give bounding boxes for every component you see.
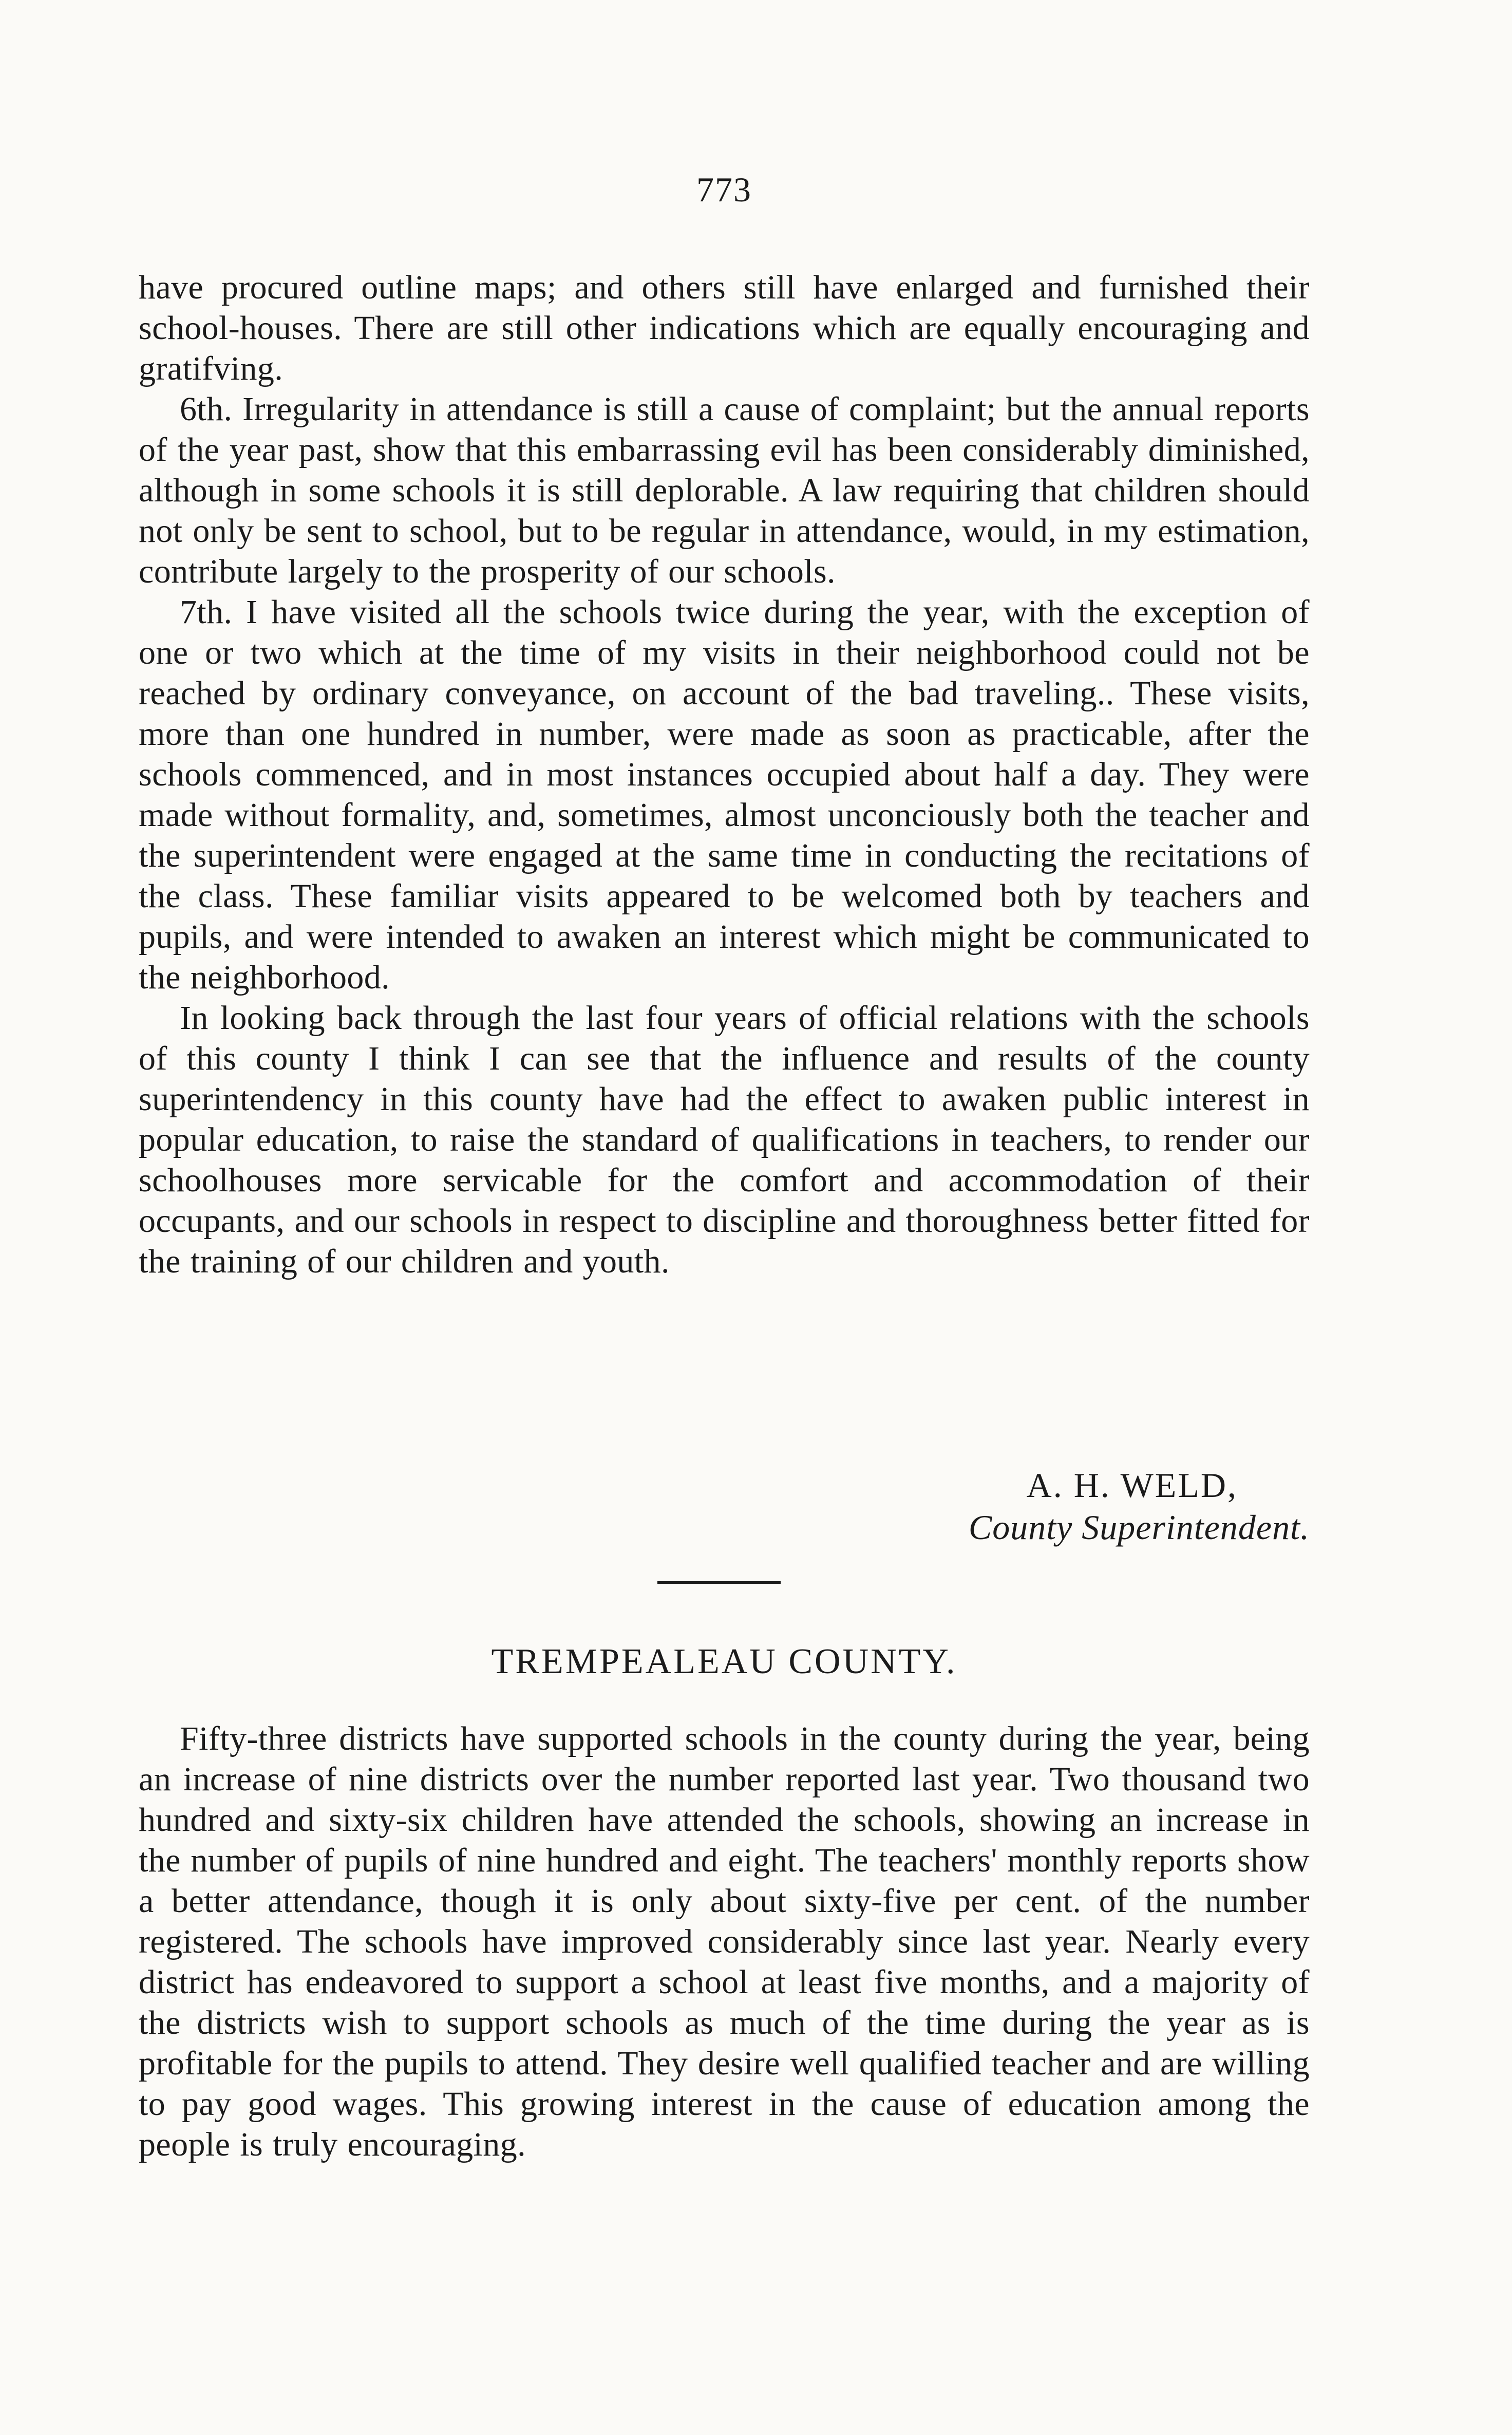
paragraph-attendance: 6th. Irregularity in attendance is still a cause of complaint; but the annual reports of the year past, show that this embarrassing evil has been considerably diminished, although in some schools it is still deplorable. A law requiring that children should not only be sent to school, but to be regular in attendance, would, in my estimation, contribute largely to the prosperity of our schools. <box>139 390 1310 590</box>
paragraph-conclusion: In looking back through the last four years of official relations with the schools of this county I think I can see that the influence and results of the county superintendency in this county have had the effect to awaken public interest in popular education, to raise the standard of qualifications in teachers, to render our schoolhouses more servicable for the comfort and accommodation of their occupants, and our schools in respect to discipline and thoroughness better fitted for the training of our children and youth. <box>139 999 1310 1280</box>
trempealeau-text <box>139 1718 1310 2165</box>
page-number: 773 <box>696 170 752 209</box>
section-divider <box>657 1581 781 1584</box>
paragraph-maps: have procured outline maps; and others still have enlarged and furnished their school-houses. There are still other indications which are equally encouraging and gratifving. <box>139 269 1310 387</box>
signature-title: County Superintendent. <box>968 1508 1310 1547</box>
section-heading: TREMPEALEAU COUNTY. <box>491 1642 957 1681</box>
signature-block <box>969 1464 1310 1548</box>
paragraph-visits: 7th. I have visited all the schools twice during the year, with the exception of one or two which at the time of my visits in their neighborhood could not be reached by ordinary conveyance, on account of the bad traveling.. These visits, more than one hundred in number, were made as soon as practicable, after the schools commenced, and in most instances occupied about half a day. They were made without formality, and, sometimes, almost unconciously both the teacher and the superintendent were engaged at the same time in conducting the recitations of the class. These familiar visits appeared to be welcomed both by teachers and pupils, and were intended to awaken an interest which might be communicated to the neighborhood. <box>139 593 1310 996</box>
weld-report-text <box>139 267 1310 1282</box>
paragraph-trempealeau: Fifty-three districts have supported schools in the county during the year, being an increase of nine districts over the number reported last year. Two thousand two hundred and sixty-six children have attended the schools, showing an increase in the number of pupils of nine hundred and eight. The teachers' monthly reports show a better attendance, though it is only about sixty-five per cent. of the number registered. The schools have improved considerably since last year. Nearly every district has endeavored to support a school at least five months, and a majority of the districts wish to support schools as much of the time during the year as is profitable for the pupils to attend. They desire well qualified teacher and are willing to pay good wages. This growing interest in the cause of education among the people is truly encouraging. <box>139 1720 1310 2163</box>
signature-name: A. H. WELD, <box>1026 1466 1238 1505</box>
